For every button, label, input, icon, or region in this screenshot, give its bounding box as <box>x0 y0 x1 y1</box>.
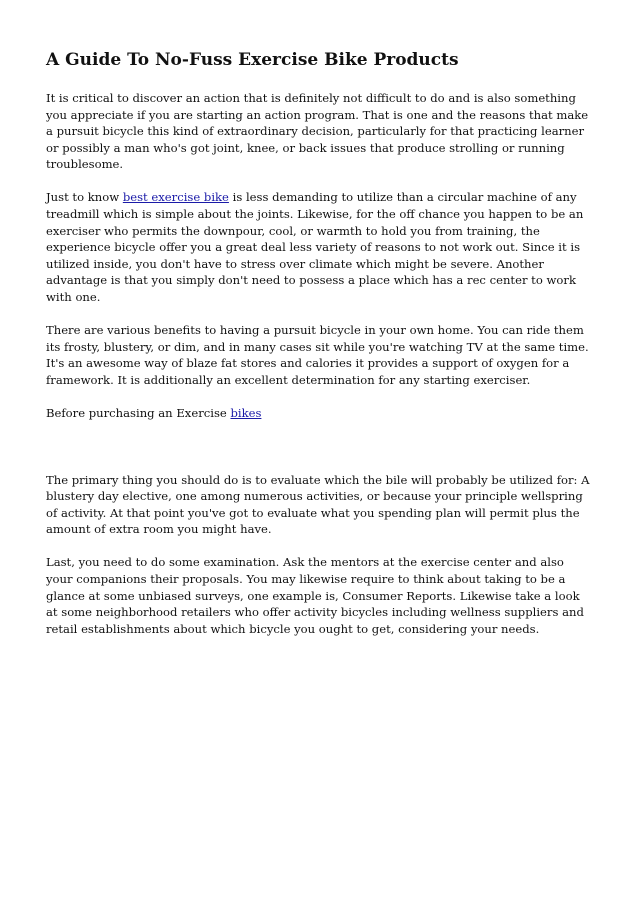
bikes-link[interactable]: bikes <box>230 405 262 420</box>
paragraph-research: Last, you need to do some examination. Ask the mentors at the exercise center and also your companions their proposals. You may likewise require to think about taking to be a glance at some unbiased surveys, one example is, Consumer Reports. Likewise take a look at some neighborhood retailers who offer activity bicycles including wellness suppliers and retail establishments about which bicycle you ought to get, considering your needs. <box>46 555 584 636</box>
paragraph-benefits: There are various benefits to having a pursuit bicycle in your own home. You can ride them its frosty, blustery, or dim, and in many cases sit while you're watching TV at the same time. It's an awesome way of blaze fat stores and calories it provides a support of oxygen for a framework. It is additionally an excellent determination for any starting exerciser. <box>46 322 589 387</box>
paragraph-evaluate-usage: The primary thing you should do is to evaluate which the bile will probably be utilized for: A blustery day elective, one among numerous activities, or because your principle wellspring of activity. At that point you've got to evaluate what you spending plan will permit plus the amount of extra room you might have. <box>46 472 590 537</box>
document-title: A Guide To No-Fuss Exercise Bike Products <box>46 50 459 70</box>
blank-space <box>46 438 594 472</box>
document-page <box>46 48 594 654</box>
paragraph-text: is less demanding to utilize than a circular machine of any treadmill which is simple about the joints. Likewise, for the off chance you happen to be an exerciser who permits the downpour, cool, or warmth to hold you from training, the experience bicycle offer you a great deal less variety of reasons to not work out. Since it is utilized inside, you don't have to stress over climate which might be severe. Another advantage is that you simply don't need to possess a place which has a rec center to work with one. <box>46 190 584 304</box>
paragraph-intro: It is critical to discover an action that is definitely not difficult to do and is also something you appreciate if you are starting an action program. That is one and the reasons that make a pursuit bicycle this kind of extraordinary decision, particularly for that practicing learner or possibly a man who's got joint, knee, or back issues that produce strolling or running troublesome. <box>46 91 589 172</box>
paragraph-before-purchasing <box>46 405 594 422</box>
best-exercise-bike-link[interactable]: best exercise bike <box>122 190 229 205</box>
paragraph-treadmill-comparison <box>46 189 594 305</box>
paragraph-text: Before purchasing an Exercise <box>46 405 231 420</box>
paragraph-text: Just to know <box>46 190 123 205</box>
